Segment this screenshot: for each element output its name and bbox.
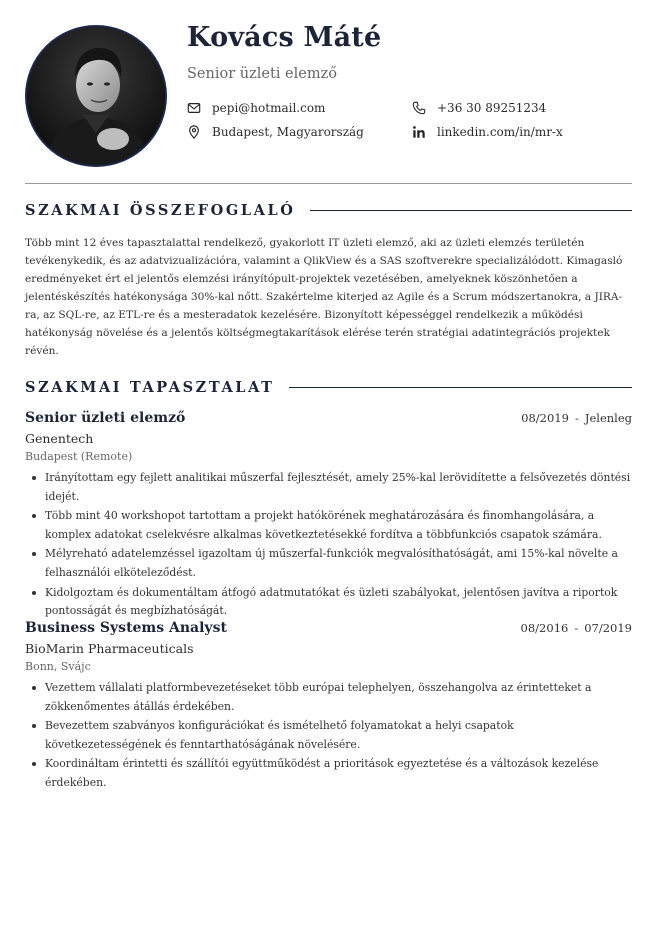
portrait-image: [27, 27, 165, 165]
job-position: Business Systems Analyst: [25, 620, 227, 636]
mail-icon: [187, 101, 201, 115]
contact-phone-text: +36 30 89251234: [437, 101, 547, 115]
job-dates: 08/2019 - Jelenleg: [521, 411, 632, 425]
contact-email-text: pepi@hotmail.com: [212, 101, 326, 115]
summary-heading: [25, 202, 632, 219]
summary-text: Több mint 12 éves tapasztalattal rendelkező, gyakorlott IT üzleti elemző, aki az üzleti elemzés területén tevékenykedik, és az adatvizualizációra, valamint a QlikView és a SAS szoftverekre specializálódott. Kimagasló eredményeket ért el jelentős elemzési irányítópult-projektek vezetésében, amelyeknek köszönhetően a jelentéskészítés hatékonysága 30%-kal nőtt. Szakértelme kiterjed az Agile és a Scrum módszertanokra, a JIRA-ra, az SQL-re, az ETL-re és a mesteradatok kezelésére. Bizonyított képességgel rendelkezik a működési hatékonyság növelése és a jelentős költségmegtakarítások elérése terén stratégiai adatintegrációs projektek révén.: [25, 237, 623, 357]
map-pin-icon: [187, 125, 201, 139]
profile-photo: [25, 25, 167, 167]
linkedin-icon: [412, 125, 426, 139]
job-dates: 08/2016 - 07/2019: [520, 621, 632, 635]
list-item: Mélyreható adatelemzéssel igazoltam új műszerfal-funkciók megvalósíthatóságát, ami 15%-kal növelte a felhasználói elköteleződést.: [25, 545, 632, 582]
summary-heading-label: SZAKMAI ÖSSZEFOGLALÓ: [25, 202, 296, 219]
list-item: Több mint 40 workshopot tartottam a projekt hatókörének meghatározására és finomhangolására, a komplex adatokat cselekvésre alkalmas következtetésekké fordítva a többfunkciós csapatok számára.: [25, 507, 632, 544]
job-position: Senior üzleti elemző: [25, 410, 186, 426]
list-item: Bevezettem szabványos konfigurációkat és ismételhető folyamatokat a helyi csapatok következetességének és fenntarthatóságának növelésére.: [25, 717, 632, 754]
list-item: Vezettem vállalati platformbevezetéseket több európai telephelyen, összehangolva az érintetteket a zökkenőmentes átállás érdekében.: [25, 679, 632, 716]
job-achievements: [25, 679, 632, 793]
contact-email[interactable]: [187, 101, 325, 115]
job-entry: [25, 620, 632, 794]
job-end-date: 07/2019: [584, 621, 632, 635]
job-start-date: 08/2016: [520, 621, 569, 635]
candidate-name: Kovács Máté: [187, 22, 382, 53]
list-item: Irányítottam egy fejlett analitikai műszerfal fejlesztését, amely 25%-kal lerövidítette a felsővezetés döntési idejét.: [25, 469, 632, 506]
header-divider: [25, 183, 632, 184]
job-location: Budapest (Remote): [25, 450, 133, 463]
list-item: Koordináltam érintetti és szállítói együttműködést a prioritások egyeztetése és a változások kezelése érdekében.: [25, 755, 632, 792]
job-company: Genentech: [25, 431, 94, 446]
job-end-date: Jelenleg: [584, 411, 632, 425]
experience-heading-label: SZAKMAI TAPASZTALAT: [25, 379, 275, 396]
contact-location: [187, 125, 364, 139]
job-achievements: [25, 469, 632, 621]
job-start-date: 08/2019: [521, 411, 569, 425]
job-location: Bonn, Svájc: [25, 660, 91, 673]
candidate-title: Senior üzleti elemző: [187, 66, 337, 82]
contact-linkedin-text: linkedin.com/in/mr-x: [437, 125, 563, 139]
job-entry: [25, 410, 632, 622]
list-item: Kidolgoztam és dokumentáltam átfogó adatmutatókat és üzleti szabályokat, jelentősen javítva a riportok pontosságát és megbízhatóságát.: [25, 584, 632, 621]
job-company: BioMarin Pharmaceuticals: [25, 641, 194, 656]
phone-icon: [412, 101, 426, 115]
contact-linkedin[interactable]: [412, 125, 563, 139]
contact-location-text: Budapest, Magyarország: [212, 125, 364, 139]
experience-heading-rule: [289, 387, 632, 388]
contact-phone[interactable]: [412, 101, 546, 115]
experience-heading: [25, 379, 632, 396]
summary-heading-rule: [310, 210, 632, 211]
